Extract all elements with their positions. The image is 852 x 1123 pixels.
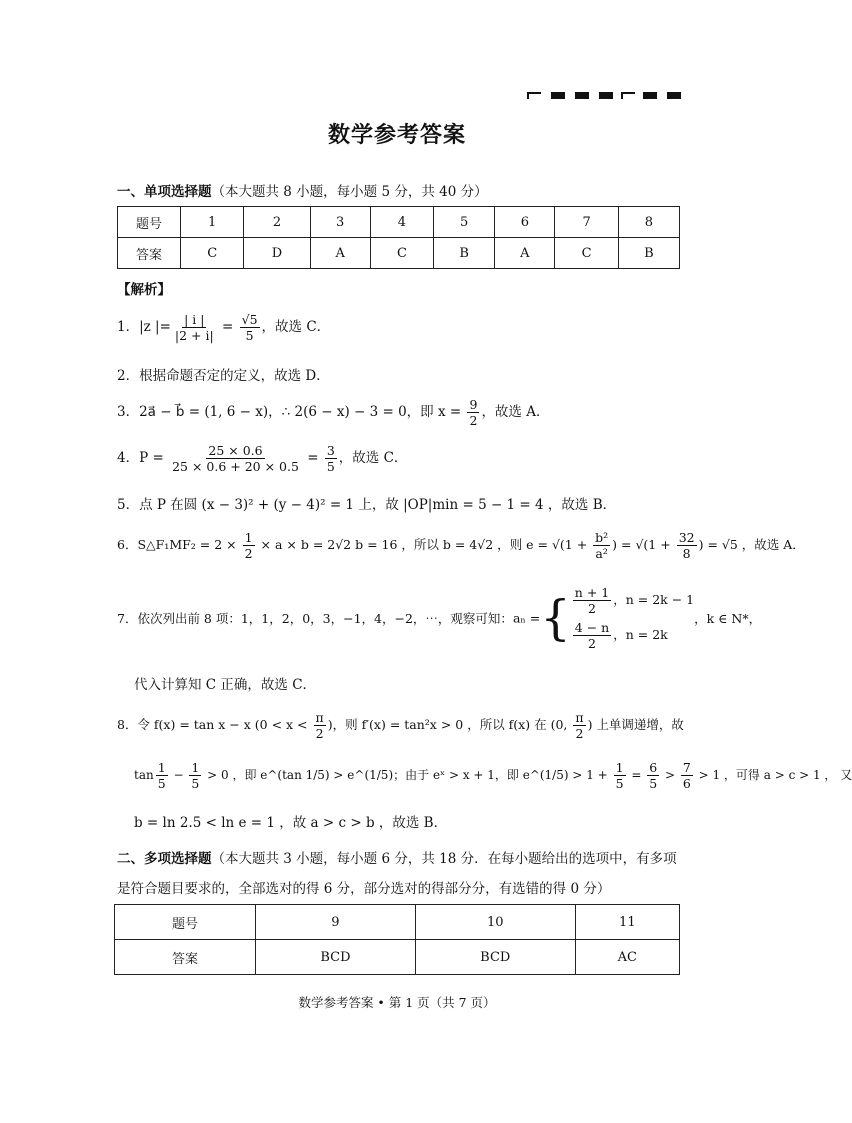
section1-answer-table bbox=[117, 206, 680, 269]
mark-block bbox=[551, 92, 565, 99]
solution-4: 4．P = $\frac{25 \times 0.6}{25 \times 0.6 + 20 \times 0.5}$ = $\frac{3}{5}$ ，故选 C． bbox=[117, 443, 408, 474]
table-cell: B bbox=[434, 238, 495, 269]
table-cell: 9 bbox=[256, 905, 416, 940]
section1-heading: 一、单项选择题 bbox=[117, 184, 212, 200]
table-row bbox=[115, 940, 680, 975]
table-row bbox=[118, 207, 680, 238]
table-cell: 3 bbox=[310, 207, 370, 238]
solution-7-cont: 代入计算知 C 正确，故选 C． bbox=[134, 677, 317, 693]
mark-block bbox=[599, 92, 613, 99]
page-title: 数学参考答案 bbox=[327, 123, 466, 148]
table-cell: BCD bbox=[256, 940, 416, 975]
solution-5: 5．点 P 在圆 (x − 3)² + (y − 4)² = 1 上，故 |OP|min = 5 − 1 = 4 ，故选 B． bbox=[117, 497, 617, 513]
brace-icon: { bbox=[540, 590, 571, 646]
mark-block bbox=[575, 92, 589, 99]
table-cell: 7 bbox=[555, 207, 618, 238]
page-footer: 数学参考答案 • 第 1 页（共 7 页） bbox=[298, 995, 496, 1010]
table-cell: AC bbox=[575, 940, 679, 975]
row-label: 答案 bbox=[115, 940, 256, 975]
mark-open-2 bbox=[621, 92, 635, 99]
section1-note: （本大题共 8 小题，每小题 5 分，共 40 分） bbox=[211, 184, 488, 200]
table-row bbox=[115, 905, 680, 940]
table-cell: 10 bbox=[415, 905, 575, 940]
table-cell: C bbox=[555, 238, 618, 269]
section2-heading-line bbox=[117, 847, 677, 867]
solution-6: 6．S△F₁MF₂ = 2 × $\frac{1}{2}$ × a × b = 2√2 b = 16 ，所以 b = 4√2 ，则 e = √(1 + $\frac{\text{b²}}{\text{a²}}$ ) = √(1 + $\frac{32}{8}$ ) = √5 ，故选 A． bbox=[117, 530, 805, 561]
mark-open-1 bbox=[527, 92, 541, 99]
solution-2: 2．根据命题否定的定义，故选 D． bbox=[117, 368, 330, 384]
table-cell: C bbox=[181, 238, 244, 269]
row-label: 题号 bbox=[115, 905, 256, 940]
section2-answer-table bbox=[114, 904, 680, 975]
solution-8-line-1: 8．令 f(x) = tan x − x (0 < x < $\frac{\pi}{2}$ )，则 f′(x) = tan²x > 0 ，所以 f(x) 在 (0, $\frac{\pi}{2}$ ) 上单调递增，故 bbox=[117, 710, 684, 741]
solution-3: 3．2a⃗ − b⃗ = (1, 6 − x)，∴ 2(6 − x) − 3 = 0，即 x = $\frac{9}{2}$ ，故选 A． bbox=[117, 397, 550, 428]
solution-8-line-2: tan $\frac{1}{5}$ − $\frac{1}{5}$ > 0 ，即 e^(tan 1/5) > e^(1/5)；由于 eˣ > x + 1，即 e^(1/5) > 1 + $\frac{1}{5}$ = $\frac{6}{5}$ > $\frac{7}{6}$ > 1 ，可得 a > c > 1 ， 又 bbox=[134, 760, 852, 791]
table-cell: B bbox=[618, 238, 679, 269]
table-row bbox=[118, 238, 680, 269]
section1-heading-line bbox=[117, 180, 488, 200]
table-cell: D bbox=[244, 238, 310, 269]
table-cell: 8 bbox=[618, 207, 679, 238]
section2-note-line-2: 是符合题目要求的，全部选对的得 6 分，部分选对的得部分分，有选错的得 0 分） bbox=[117, 881, 611, 897]
solution-7: 7．依次列出前 8 项：1，1，2，0，3，−1，4，−2，⋯，观察可知：aₙ ={ $\frac{n + 1}{2}$ ，n = 2k − 1 $\frac{4 - n}{2}$ ，n = 2k ，k ∈ N*， bbox=[117, 585, 762, 651]
section2-heading: 二、多项选择题 bbox=[117, 851, 212, 867]
mark-block bbox=[667, 92, 681, 99]
solution-8-line-3: b = ln 2.5 < ln e = 1 ，故 a > c > b ，故选 B． bbox=[134, 815, 448, 831]
analysis-label: 【解析】 bbox=[117, 282, 171, 298]
header-marks bbox=[527, 92, 687, 101]
table-cell: 5 bbox=[434, 207, 495, 238]
table-cell: 6 bbox=[495, 207, 555, 238]
table-cell: 11 bbox=[575, 905, 679, 940]
section2-note: （本大题共 3 小题，每小题 6 分，共 18 分．在每小题给出的选项中，有多项 bbox=[211, 851, 677, 867]
row-label: 题号 bbox=[118, 207, 181, 238]
table-cell: 2 bbox=[244, 207, 310, 238]
table-cell: A bbox=[495, 238, 555, 269]
table-cell: C bbox=[370, 238, 433, 269]
table-cell: 1 bbox=[181, 207, 244, 238]
solution-1: 1．|z |= $\frac{| i |}{|2 + i|}$ = $\frac{√5}{5}$ ，故选 C． bbox=[117, 312, 331, 343]
row-label: 答案 bbox=[118, 238, 181, 269]
mark-block bbox=[643, 92, 657, 99]
table-cell: BCD bbox=[415, 940, 575, 975]
table-cell: A bbox=[310, 238, 370, 269]
table-cell: 4 bbox=[370, 207, 433, 238]
